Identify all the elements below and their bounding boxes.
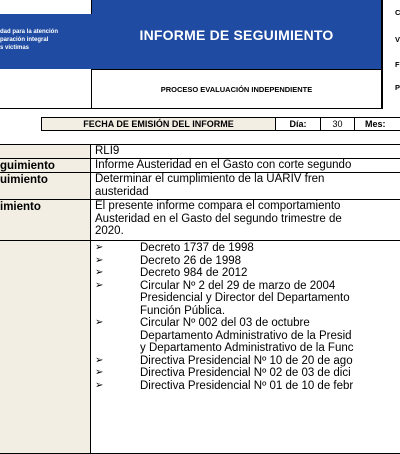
row-text: 2020. xyxy=(95,225,124,237)
arrow-bullet-icon: ➢ xyxy=(95,379,104,391)
day-label: Día: xyxy=(275,117,321,131)
code-label: C xyxy=(395,8,400,17)
report-name xyxy=(90,158,400,173)
criteria-text: Función Pública. xyxy=(140,304,226,317)
row-text: austeridad xyxy=(95,185,149,198)
report-code xyxy=(90,144,400,159)
logo-line: s víctimas xyxy=(0,45,30,51)
row-label: imiento xyxy=(0,199,91,241)
arrow-bullet-icon: ➢ xyxy=(95,279,104,291)
process-cell xyxy=(92,70,381,109)
process-name: PROCESO EVALUACIÓN INDEPENDIENTE xyxy=(160,84,313,94)
criteria-text: Decreto 26 de 1998 xyxy=(140,254,242,267)
row-label xyxy=(0,144,91,159)
arrow-bullet-icon: ➢ xyxy=(95,354,104,366)
arrow-bullet-icon: ➢ xyxy=(95,267,104,278)
date-label: F xyxy=(395,60,400,69)
arrow-bullet-icon: ➢ xyxy=(95,254,104,266)
criteria-text: Directiva Presidencial Nº 01 de 10 de febr xyxy=(140,379,354,392)
criteria-text: Decreto 1737 de 1998 xyxy=(140,242,254,254)
criteria-text: y Departamento Administrativo de la Func xyxy=(140,342,354,354)
month-label: Mes: xyxy=(354,117,400,131)
criteria-text: Circular Nº 002 del 03 de octubre xyxy=(140,317,310,329)
report-objective xyxy=(90,172,400,200)
criteria-text: Departamento Administrativo de la Presid xyxy=(140,329,352,342)
row-text: Informe Austeridad en el Gasto con corte segundo xyxy=(95,159,352,171)
arrow-bullet-icon: ➢ xyxy=(95,317,104,328)
report-info-table xyxy=(0,144,400,454)
organization-logo xyxy=(0,14,92,69)
row-label: uimiento xyxy=(0,172,91,200)
row-label-cell xyxy=(0,240,91,454)
row-text: Austeridad en el Gasto del segundo trimestre de xyxy=(95,212,342,225)
row-text: El presente informe compara el comportamiento xyxy=(95,200,341,212)
version-label: V xyxy=(395,35,400,44)
emission-date-label: FECHA DE EMISIÓN DEL INFORME xyxy=(41,117,276,131)
logo-line: dad para la atención xyxy=(0,29,59,35)
report-scope xyxy=(90,199,400,241)
row-text: Determinar el cumplimiento de la UARIV fren xyxy=(95,173,325,185)
criteria-text: Directiva Presidencial Nº 10 de 20 de ago xyxy=(140,354,353,367)
criteria-text: Circular Nº 2 del 29 de marzo de 2004 xyxy=(140,279,336,292)
document-code-column xyxy=(381,0,400,109)
row-label: guimiento xyxy=(0,158,91,173)
row-text: RLI9 xyxy=(95,145,120,157)
arrow-bullet-icon: ➢ xyxy=(95,242,104,253)
criteria-text: Presidencial y Director del Departamento xyxy=(140,292,350,304)
logo-line: paración integral xyxy=(0,37,49,43)
emission-date-row xyxy=(41,117,400,131)
criteria-cell xyxy=(90,240,400,454)
page-label: P xyxy=(395,83,400,92)
document-title: INFORME DE SEGUIMIENTO xyxy=(139,26,334,43)
arrow-bullet-icon: ➢ xyxy=(95,367,104,378)
title-cell xyxy=(92,0,381,70)
criteria-text: Decreto 984 de 2012 xyxy=(140,267,248,279)
criteria-text: Directiva Presidencial Nº 02 de 03 de dici xyxy=(140,367,351,379)
day-value: 30 xyxy=(320,117,355,131)
